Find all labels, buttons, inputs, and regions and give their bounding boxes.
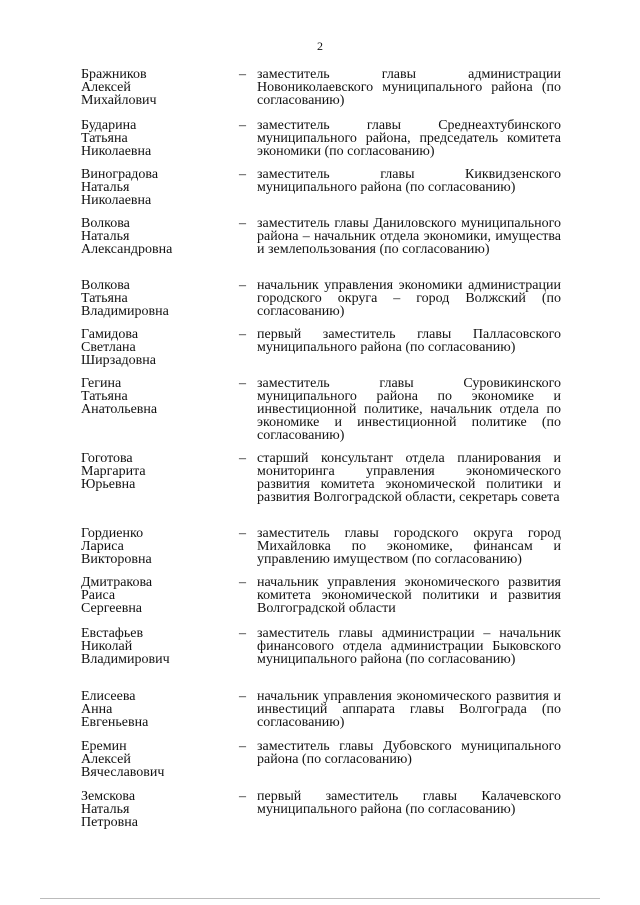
person-name [81, 690, 231, 729]
patronymic: Юрьевна [81, 477, 136, 492]
dash: – [239, 526, 246, 541]
first-name: Светлана [81, 340, 136, 355]
position-description: заместитель главы городского округа город Михайловка по экономике, финансам и управлению имуществом (по согласованию) [257, 526, 561, 567]
position-description: заместитель главы Дубовского муниципального района (по согласованию) [257, 739, 561, 767]
patronymic: Вячеславович [81, 765, 165, 780]
person-name [81, 627, 231, 666]
first-name: Татьяна [81, 389, 128, 404]
patronymic: Сергеевна [81, 601, 143, 616]
patronymic: Евгеньевна [81, 715, 149, 730]
patronymic: Ширзадовна [81, 353, 156, 368]
position-description: начальник управления экономики администрации городского округа – город Волжский (по согласованию) [257, 278, 561, 319]
position-description: первый заместитель главы Калачевского муниципального района (по согласованию) [257, 789, 561, 817]
person-name [81, 576, 231, 615]
dash: – [239, 167, 246, 182]
surname: Волкова [81, 216, 130, 231]
dash: – [239, 67, 246, 82]
patronymic: Александровна [81, 242, 173, 257]
person-name [81, 790, 231, 829]
surname: Гоготова [81, 451, 133, 466]
first-name: Маргарита [81, 464, 146, 479]
surname: Дмитракова [81, 575, 153, 590]
patronymic: Михайлович [81, 93, 157, 108]
dash: – [239, 451, 246, 466]
patronymic: Петровна [81, 815, 138, 830]
patronymic: Николаевна [81, 193, 152, 208]
surname: Евстафьев [81, 626, 144, 641]
surname: Волкова [81, 278, 130, 293]
person-name [81, 119, 231, 158]
person-name [81, 68, 231, 107]
position-description: заместитель главы Суровикинского муниципального района по экономике и инвестиционной политике, начальник отдела по экономике и инвестиционной политике (по согласованию) [257, 376, 561, 443]
first-name: Лариса [81, 539, 124, 554]
position-description: начальник управления экономического развития комитета экономической политики и развития Волгоградской области [257, 575, 561, 616]
position-description: старший консультант отдела планирования и мониторинга управления экономического развития комитета экономической политики и развития Волгоградской области, секретарь совета [257, 451, 561, 505]
surname: Бражников [81, 67, 147, 82]
patronymic: Анатольевна [81, 402, 158, 417]
dash: – [239, 118, 246, 133]
first-name: Алексей [81, 80, 131, 95]
position-description: первый заместитель главы Палласовского муниципального района (по согласованию) [257, 327, 561, 355]
position-description: заместитель главы Среднеахтубинского муниципального района, председатель комитета экономики (по согласованию) [257, 118, 561, 159]
surname: Гордиенко [81, 526, 144, 541]
dash: – [239, 689, 246, 704]
first-name: Раиса [81, 588, 116, 603]
first-name: Татьяна [81, 131, 128, 146]
dash: – [239, 626, 246, 641]
first-name: Наталья [81, 802, 130, 817]
person-name [81, 328, 231, 367]
person-name [81, 452, 231, 491]
dash: – [239, 216, 246, 231]
surname: Земскова [81, 789, 136, 804]
patronymic: Николаевна [81, 144, 152, 159]
person-name [81, 168, 231, 207]
page-bottom-divider [40, 898, 600, 899]
person-name [81, 217, 231, 256]
person-name [81, 527, 231, 566]
dash: – [239, 739, 246, 754]
dash: – [239, 376, 246, 391]
position-description: заместитель главы администрации Новониколаевского муниципального района (по согласованию) [257, 67, 561, 108]
dash: – [239, 575, 246, 590]
patronymic: Владимировна [81, 304, 169, 319]
person-name [81, 740, 231, 779]
surname: Гегина [81, 376, 122, 391]
patronymic: Владимирович [81, 652, 170, 667]
position-description: начальник управления экономического развития и инвестиций аппарата главы Волгограда (по согласованию) [257, 689, 561, 730]
position-description: заместитель главы администрации – начальник финансового отдела администрации Быковского муниципального района (по согласованию) [257, 626, 561, 667]
dash: – [239, 278, 246, 293]
surname: Гамидова [81, 327, 139, 342]
first-name: Татьяна [81, 291, 128, 306]
position-description: заместитель главы Киквидзенского муниципального района (по согласованию) [257, 167, 561, 195]
dash: – [239, 327, 246, 342]
first-name: Алексей [81, 752, 131, 767]
position-description: заместитель главы Даниловского муниципального района – начальник отдела экономики, имущества и землепользования (по согласованию) [257, 216, 561, 257]
first-name: Наталья [81, 180, 130, 195]
surname: Бударина [81, 118, 137, 133]
surname: Виноградова [81, 167, 159, 182]
surname: Елисеева [81, 689, 136, 704]
patronymic: Викторовна [81, 552, 152, 567]
person-name [81, 279, 231, 318]
first-name: Наталья [81, 229, 130, 244]
page-number: 2 [317, 39, 323, 53]
first-name: Николай [81, 639, 133, 654]
first-name: Анна [81, 702, 113, 717]
dash: – [239, 789, 246, 804]
person-name [81, 377, 231, 416]
surname: Еремин [81, 739, 127, 754]
